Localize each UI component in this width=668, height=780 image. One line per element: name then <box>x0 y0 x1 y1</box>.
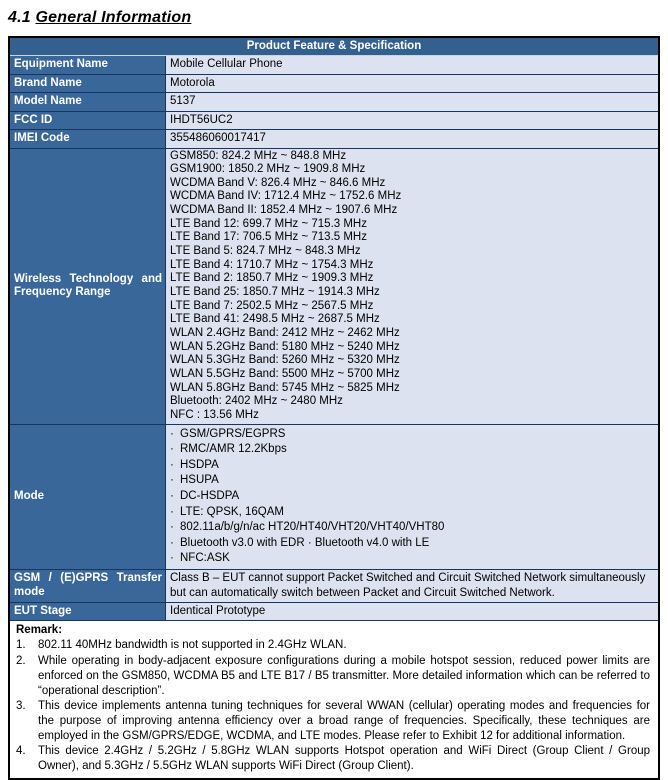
row-value: IHDT56UC2 <box>166 112 658 130</box>
mode-item <box>170 442 654 458</box>
row-label-text: Brand Name <box>14 76 82 89</box>
wireless-row-label-text: Wireless Technology and Frequency Range <box>14 272 162 299</box>
frequency-line: Bluetooth: 2402 MHz ~ 2480 MHz <box>170 395 343 408</box>
frequency-line: LTE Band 4: 1710.7 MHz ~ 1754.3 MHz <box>170 258 374 271</box>
mode-item <box>170 551 654 567</box>
frequency-line: WLAN 5.5GHz Band: 5500 MHz ~ 5700 MHz <box>170 368 400 380</box>
remark-text: 802.11 40MHz bandwidth is not supported in 2.4GHz WLAN. <box>38 639 347 652</box>
row-value: 5137 <box>166 93 658 111</box>
bullet-glyph: · <box>170 552 174 565</box>
frequency-line: WLAN 5.2GHz Band: 5180 MHz ~ 5240 MHz <box>170 340 400 353</box>
gsm-transfer-row-label-text: GSM / (E)GPRS Transfer mode <box>14 572 162 598</box>
remark-text: This device implements antenna tuning techniques for several WWAN (cellular) operating modes and frequencies for the purpose of improving antenna efficiency over a broad range of frequencies. Specifically, these techniques are employed in the GSM/GPRS/EDGE, WCDMA, and LTE modes. Please refer to Exhibit 12 for additional information. <box>38 700 650 742</box>
frequency-line: LTE Band 7: 2502.5 MHz ~ 2567.5 MHz <box>170 299 374 312</box>
frequency-line: WLAN 5.3GHz Band: 5260 MHz ~ 5320 MHz <box>170 354 400 367</box>
bullet-glyph: · <box>170 521 174 534</box>
mode-item-text: HSUPA <box>180 474 219 487</box>
remark-number: 3. <box>16 700 26 713</box>
mode-row-label <box>10 425 166 569</box>
row-label <box>10 56 166 74</box>
frequency-line: GSM850: 824.2 MHz ~ 848.8 MHz <box>170 149 347 162</box>
table-row <box>10 75 658 94</box>
wireless-row <box>10 149 658 425</box>
mode-item-text: RMC/AMR 12.2Kbps <box>180 443 287 456</box>
frequency-line: WLAN 5.8GHz Band: 5745 MHz ~ 5825 MHz <box>170 381 400 394</box>
frequency-line: WCDMA Band V: 826.4 MHz ~ 846.6 MHz <box>170 176 386 189</box>
bullet-glyph: · <box>170 474 174 487</box>
mode-item <box>170 536 654 552</box>
frequency-line: WCDMA Band IV: 1712.4 MHz ~ 1752.6 MHz <box>170 190 402 203</box>
mode-item-text: 802.11a/b/g/n/ac HT20/HT40/VHT20/VHT40/VHT80 <box>180 521 445 534</box>
row-label <box>10 130 166 148</box>
remark-number: 2. <box>16 655 26 668</box>
frequency-line: GSM1900: 1850.2 MHz ~ 1909.8 MHz <box>170 163 366 176</box>
mode-item-text: GSM/GPRS/EGPRS <box>180 427 286 440</box>
remark-item <box>14 654 652 698</box>
remark-items-group <box>14 638 652 773</box>
mode-item-text: LTE: QPSK, 16QAM <box>180 505 284 518</box>
wireless-row-value <box>166 149 658 424</box>
eut-stage-row-value: Identical Prototype <box>166 603 658 621</box>
remark-number: 4. <box>16 745 26 758</box>
frequency-line: LTE Band 41: 2498.5 MHz ~ 2687.5 MHz <box>170 313 380 326</box>
frequency-line: WCDMA Band II: 1852.4 MHz ~ 1907.6 MHz <box>170 204 398 217</box>
frequency-line: LTE Band 12: 699.7 MHz ~ 715.3 MHz <box>170 217 367 230</box>
mode-item <box>170 473 654 489</box>
table-row <box>10 112 658 131</box>
frequency-line: LTE Band 25: 1850.7 MHz ~ 1914.3 MHz <box>170 286 380 299</box>
gsm-transfer-row-label <box>10 570 166 602</box>
frequency-line: NFC : 13.56 MHz <box>170 408 259 421</box>
simple-rows-group <box>10 56 658 149</box>
remark-number: 1. <box>16 639 26 652</box>
row-value: Mobile Cellular Phone <box>166 56 658 74</box>
mode-item-text: HSDPA <box>180 458 219 471</box>
mode-item-text: Bluetooth v3.0 with EDR · Bluetooth v4.0 with LE <box>180 536 430 549</box>
bullet-glyph: · <box>170 443 174 456</box>
mode-item <box>170 505 654 521</box>
frequency-line: LTE Band 17: 706.5 MHz ~ 713.5 MHz <box>170 231 367 244</box>
eut-stage-row-label <box>10 603 166 621</box>
frequency-line: WLAN 2.4GHz Band: 2412 MHz ~ 2462 MHz <box>170 327 400 340</box>
section-number: 4.1 <box>8 9 31 26</box>
remark-item <box>14 744 652 773</box>
row-label <box>10 75 166 93</box>
eut-stage-row <box>10 603 658 622</box>
remark-title: Remark: <box>16 624 63 637</box>
row-value: Motorola <box>166 75 658 93</box>
remark-item <box>14 699 652 743</box>
row-label <box>10 93 166 111</box>
table-row <box>10 130 658 149</box>
table-header: Product Feature & Specification <box>10 38 658 56</box>
remark-text: This device 2.4GHz / 5.2GHz / 5.8GHz WLAN supports Hotspot operation and WiFi Direct (Group Client / Group Owner), and 5.3GHz / 5.5GHz WLAN supports WiFi Direct (Group Client). <box>38 745 650 773</box>
table-row <box>10 56 658 75</box>
mode-item <box>170 520 654 536</box>
row-label <box>10 112 166 130</box>
mode-item <box>170 489 654 505</box>
row-value: 355486060017417 <box>166 130 658 148</box>
frequency-line: LTE Band 5: 824.7 MHz ~ 848.3 MHz <box>170 245 361 258</box>
row-label-text: IMEI Code <box>14 132 70 144</box>
row-label-text: Equipment Name <box>14 58 108 70</box>
gsm-transfer-row <box>10 570 658 603</box>
mode-row-label-text: Mode <box>14 490 45 503</box>
gsm-transfer-row-value: Class B – EUT cannot support Packet Switched and Circuit Switched Network simultaneously but can automatically switch between Packet and Circuit Switched Network. <box>166 570 658 602</box>
spec-table <box>8 36 660 780</box>
remark-item <box>14 638 652 653</box>
mode-item <box>170 427 654 443</box>
remark-text: While operating in body-adjacent exposure configurations during a mobile hotspot session, reduced power limits are enforced on the GSM850, WCDMA B5 and LTE B17 / B5 transmitter. More detailed information which can be referred to “operational description”. <box>38 655 650 697</box>
mode-item <box>170 458 654 474</box>
remark-section <box>10 621 658 777</box>
frequency-line: LTE Band 2: 1850.7 MHz ~ 1909.3 MHz <box>170 272 374 285</box>
section-title: General Information <box>35 9 192 26</box>
wireless-row-label <box>10 149 166 424</box>
row-label-text: Model Name <box>14 95 82 107</box>
table-row <box>10 93 658 112</box>
mode-row-value <box>166 425 658 569</box>
bullet-glyph: · <box>170 490 174 502</box>
mode-row <box>10 425 658 570</box>
bullet-glyph: · <box>170 458 174 471</box>
bullet-glyph: · <box>170 427 174 440</box>
bullet-glyph: · <box>170 505 174 518</box>
section-heading <box>8 9 660 27</box>
mode-item-text: NFC:ASK <box>180 552 230 565</box>
mode-item-text: DC-HSDPA <box>180 490 240 502</box>
eut-stage-row-label-text: EUT Stage <box>14 604 72 617</box>
row-label-text: FCC ID <box>14 113 53 126</box>
bullet-glyph: · <box>170 536 174 549</box>
